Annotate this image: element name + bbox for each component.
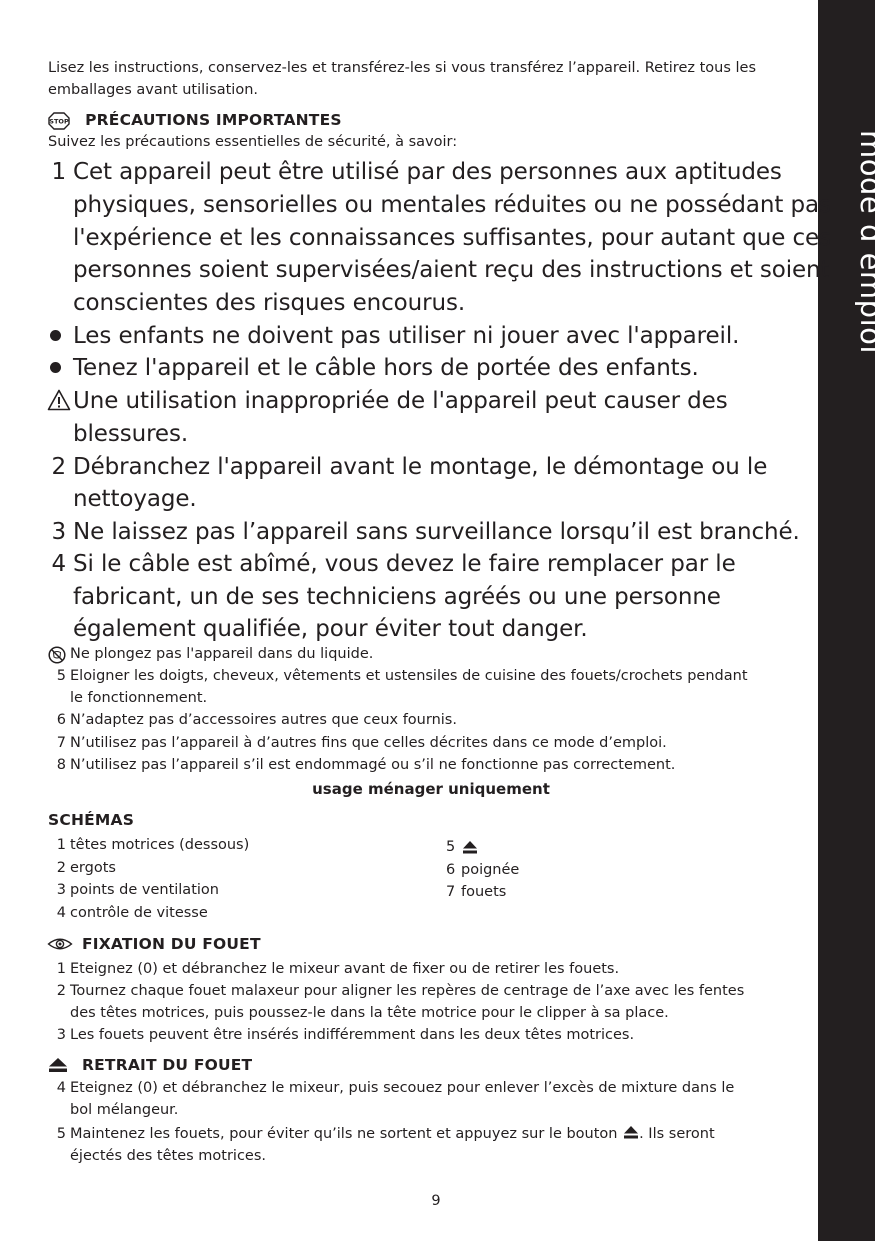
- schema-number: 1: [56, 837, 66, 853]
- precaution-item-1: [48, 156, 66, 189]
- precaution-item-4: [48, 548, 66, 581]
- no-immerse-text: Ne plongez pas l'appareil dans du liquide.: [70, 646, 374, 662]
- stop-icon: [48, 112, 70, 130]
- retrait-heading: RETRAIT DU FOUET: [82, 1056, 253, 1074]
- item2-line-2: nettoyage.: [73, 486, 197, 512]
- schema-number: 3: [56, 882, 66, 898]
- item-number: 3: [51, 519, 66, 545]
- fixation-item2-line-2: des têtes motrices, puis poussez-le dans la tête motrice pour le clipper à sa place.: [70, 1005, 669, 1021]
- bullet-dot: [50, 330, 61, 341]
- intro-line-2: emballages avant utilisation.: [48, 82, 258, 98]
- item-number: 4: [51, 551, 66, 577]
- no-immerse-icon: [48, 646, 66, 664]
- item6-number: 6: [56, 712, 66, 728]
- precautions-heading: PRÉCAUTIONS IMPORTANTES: [85, 111, 342, 129]
- schema-number: 5: [446, 839, 456, 855]
- schemas-heading: SCHÉMAS: [48, 811, 135, 829]
- item2-line-1: Débranchez l'appareil avant le montage, le démontage ou le: [73, 454, 768, 480]
- schema-label: poignée: [461, 862, 520, 878]
- fixation-heading: FIXATION DU FOUET: [82, 935, 261, 953]
- precaution-item-2: [48, 451, 66, 484]
- schema-label: ergots: [70, 860, 116, 876]
- item4-line-3: également qualifiée, pour éviter tout danger.: [73, 616, 588, 642]
- warning-line-2: blessures.: [73, 421, 189, 447]
- item8-number: 8: [56, 757, 66, 773]
- fixation-item3-text: Les fouets peuvent être insérés indifféremment dans les deux têtes motrices.: [70, 1027, 635, 1043]
- warning-icon: [47, 389, 71, 411]
- schema-number: 6: [446, 862, 456, 878]
- precautions-heading-row: [48, 109, 342, 131]
- schema-number: 2: [56, 860, 66, 876]
- item1-line-2: physiques, sensorielles ou mentales réduites ou ne possédant pas: [73, 192, 831, 218]
- precautions-subtitle: Suivez les précautions essentielles de sécurité, à savoir:: [48, 134, 458, 150]
- eye-icon: [47, 937, 73, 951]
- item1-line-3: l'expérience et les connaissances suffisantes, pour autant que ces: [73, 225, 831, 251]
- retrait-item5-number: 5: [56, 1126, 66, 1142]
- item5-line-1: Eloigner les doigts, cheveux, vêtements et ustensiles de cuisine des fouets/crochets pendant: [70, 668, 748, 684]
- intro-line-1: Lisez les instructions, conservez-les et transférez-les si vous transférez l’appareil. Retirez tous les: [48, 60, 757, 76]
- fixation-item3-number: 3: [56, 1027, 66, 1043]
- schema-label: contrôle de vitesse: [70, 905, 208, 921]
- item3-text: Ne laissez pas l’appareil sans surveillance lorsqu’il est branché.: [73, 519, 800, 545]
- fixation-item2-number: 2: [56, 983, 66, 999]
- retrait-item5-line-1: [70, 1123, 715, 1145]
- item4-line-2: fabricant, un de ses techniciens agréés ou une personne: [73, 584, 721, 610]
- item-number: 1: [51, 159, 66, 185]
- schema-label: points de ventilation: [70, 882, 219, 898]
- svg-text:STOP: STOP: [49, 117, 69, 125]
- precaution-item-3: [48, 516, 66, 549]
- item7-text: N’utilisez pas l’appareil à d’autres fins que celles décrites dans ce mode d’emploi.: [70, 735, 667, 751]
- retrait-item5-line-2: éjectés des têtes motrices.: [70, 1148, 267, 1164]
- household-use-note: usage ménager uniquement: [312, 780, 550, 798]
- warning-line-1: Une utilisation inappropriée de l'appareil peut causer des: [73, 388, 728, 414]
- item1-line-1: Cet appareil peut être utilisé par des personnes aux aptitudes: [73, 159, 782, 185]
- side-tab-label: mode d’emploi: [854, 130, 888, 354]
- fixation-item1-number: 1: [56, 961, 66, 977]
- bullet-1: [50, 320, 61, 353]
- bullet-2: [50, 352, 61, 385]
- item-number: 2: [51, 454, 66, 480]
- retrait-item5-text-before: Maintenez les fouets, pour éviter qu’ils ne sortent et appuyez sur le bouton: [70, 1126, 618, 1142]
- schema-number: 7: [446, 884, 456, 900]
- page-number: 9: [431, 1193, 441, 1209]
- item8-text: N’utilisez pas l’appareil s’il est endommagé ou s’il ne fonctionne pas correctement.: [70, 757, 676, 773]
- item1-line-5: conscientes des risques encourus.: [73, 290, 466, 316]
- retrait-item4-line-1: Eteignez (0) et débranchez le mixeur, puis secouez pour enlever l’excès de mixture dans le: [70, 1080, 735, 1096]
- bullet-dot: [50, 362, 61, 373]
- retrait-item4-line-2: bol mélangeur.: [70, 1102, 179, 1118]
- retrait-item4-number: 4: [56, 1080, 66, 1096]
- eject-icon: [48, 1057, 68, 1073]
- schema-number: 4: [56, 905, 66, 921]
- bullet-1-text: Les enfants ne doivent pas utiliser ni jouer avec l'appareil.: [73, 323, 740, 349]
- eject-icon: [462, 840, 478, 854]
- fixation-item2-line-1: Tournez chaque fouet malaxeur pour aligner les repères de centrage de l’axe avec les fentes: [70, 983, 745, 999]
- schema-label: têtes motrices (dessous): [70, 837, 250, 853]
- item5-number: 5: [56, 668, 66, 684]
- schema-label: fouets: [461, 884, 507, 900]
- item6-text: N’adaptez pas d’accessoires autres que ceux fournis.: [70, 712, 457, 728]
- item1-line-4: personnes soient supervisées/aient reçu des instructions et soient: [73, 257, 830, 283]
- item5-line-2: le fonctionnement.: [70, 690, 208, 706]
- item4-line-1: Si le câble est abîmé, vous devez le faire remplacer par le: [73, 551, 736, 577]
- item7-number: 7: [56, 735, 66, 751]
- bullet-2-text: Tenez l'appareil et le câble hors de portée des enfants.: [73, 355, 699, 381]
- fixation-item1-text: Eteignez (0) et débranchez le mixeur avant de fixer ou de retirer les fouets.: [70, 961, 620, 977]
- eject-icon: [623, 1125, 639, 1139]
- retrait-item5-text-after: . Ils seront: [639, 1126, 715, 1142]
